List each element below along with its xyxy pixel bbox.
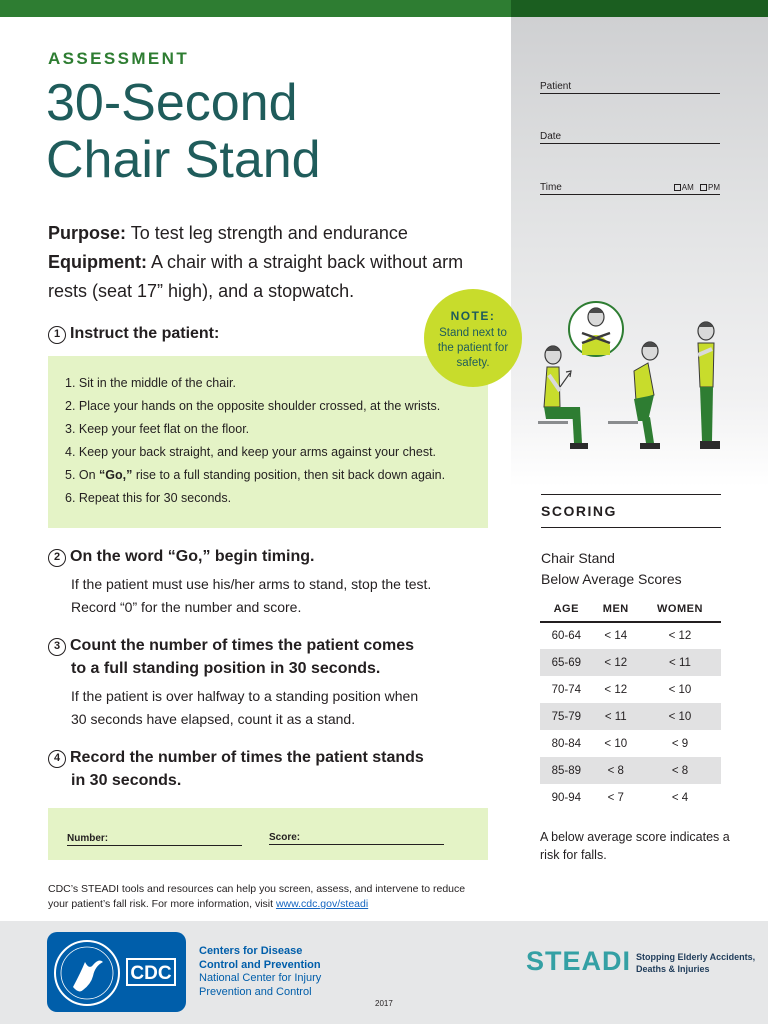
step-2-body-line-1: If the patient must use his/her arms to stand, stop the test. (71, 576, 432, 592)
women-cell: < 12 (668, 630, 692, 642)
score-label: Score: (269, 832, 301, 843)
cdc-name-line-4: Prevention and Control (199, 985, 312, 998)
top-bar-left (0, 0, 511, 17)
step-2-text: On the word “Go,” begin timing. (70, 548, 315, 565)
step-2-number: 2 (48, 549, 66, 567)
women-cell: < 10 (668, 683, 692, 696)
table-row (540, 784, 721, 811)
step-3-heading (48, 634, 414, 680)
age-cell: 70-74 (551, 683, 581, 696)
scoring-notch (511, 497, 522, 523)
number-field[interactable] (67, 833, 242, 846)
steadi-tagline-line-2: Deaths & Injuries (636, 964, 710, 974)
top-bar-right (511, 0, 768, 17)
men-cell: < 14 (604, 630, 628, 642)
table-row (540, 676, 721, 703)
men-cell: < 8 (593, 757, 639, 784)
instruction-item: 2. Place your hands on the opposite shoulder crossed, at the wrists. (65, 399, 441, 413)
seated-figure (538, 346, 588, 449)
purpose-label: Purpose: (48, 223, 127, 243)
table-row (540, 649, 721, 676)
instruction-item (65, 464, 445, 487)
steadi-tagline-line-1: Stopping Elderly Accidents, (636, 952, 756, 962)
patient-label: Patient (540, 81, 572, 92)
men-header: MEN (593, 597, 639, 622)
instruction-item: 3. Keep your feet flat on the floor. (65, 422, 250, 436)
step-4-number: 4 (48, 750, 66, 768)
score-field[interactable] (269, 832, 444, 845)
time-label: Time (540, 182, 562, 193)
men-cell: < 11 (593, 703, 639, 730)
women-cell: < 9 (671, 737, 689, 750)
page-title (46, 75, 321, 189)
women-cell: < 8 (639, 757, 721, 784)
year-label: 2017 (375, 999, 393, 1008)
title-line-1: 30-Second (46, 74, 298, 132)
chair-stand-illustration (530, 295, 760, 460)
age-cell: 80-84 (551, 737, 581, 750)
steadi-logo: STEADI (526, 946, 632, 976)
age-cell: 75-79 (540, 703, 593, 730)
table-row (540, 703, 721, 730)
arms-crossed-detail (569, 302, 623, 356)
women-cell: < 4 (671, 791, 689, 804)
age-cell: 90-94 (551, 791, 581, 804)
title-line-2: Chair Stand (46, 131, 321, 189)
men-cell: < 10 (604, 737, 628, 750)
table-header-row (540, 597, 721, 622)
step-1-text: Instruct the patient: (70, 325, 220, 342)
scoring-note: A below average score indicates a risk for falls. (540, 830, 730, 862)
step-2-body (71, 573, 431, 619)
cdc-logo (47, 932, 186, 1012)
time-field[interactable] (540, 182, 720, 195)
step-2-body-line-2: Record “0” for the number and score. (71, 599, 302, 615)
table-row (540, 622, 721, 649)
instruction-item-5-pre: 5. On (65, 468, 100, 482)
age-cell: 85-89 (540, 757, 593, 784)
date-label: Date (540, 131, 562, 142)
am-checkbox[interactable] (674, 184, 681, 191)
steadi-link[interactable]: www.cdc.gov/steadi (275, 898, 369, 910)
instruction-item: 4. Keep your back straight, and keep your arms against your chest. (65, 445, 437, 459)
arrow-icon (560, 373, 570, 387)
steadi-tagline (636, 951, 755, 975)
info-body: CDC’s STEADI tools and resources can help you screen, assess, and intervene to reduce your patient’s fall risk. For more information, visit (48, 883, 466, 910)
table-row (540, 730, 721, 757)
cdc-logo-text: CDC (130, 963, 172, 984)
step-3-body-line-2: 30 seconds have elapsed, count it as a stand. (71, 711, 356, 727)
cdc-badge (47, 932, 186, 1012)
instruction-item: 6. Repeat this for 30 seconds. (65, 491, 232, 505)
eyebrow-label: ASSESSMENT (48, 49, 190, 68)
scoring-title: SCORING (541, 494, 721, 528)
note-body: Stand next to the patient for safety. (437, 327, 509, 369)
instruction-item-5-bold: “Go,” (99, 468, 133, 482)
step-1-heading (48, 322, 219, 345)
number-label: Number: (67, 833, 109, 844)
step-4-text-line-2: in 30 seconds. (71, 772, 182, 789)
rising-figure (608, 342, 660, 449)
cdc-name (199, 945, 321, 999)
instructions-list (65, 372, 445, 510)
men-cell: < 12 (593, 649, 639, 676)
step-3-text-line-2: to a full standing position in 30 seconds. (71, 660, 381, 677)
step-2-heading (48, 545, 314, 568)
scoring-subtitle (541, 548, 682, 590)
note-title: NOTE: (450, 309, 496, 323)
pm-checkbox[interactable] (700, 184, 707, 191)
equipment-label: Equipment: (48, 252, 147, 272)
scoring-subtitle-line-1: Chair Stand (541, 550, 615, 566)
scoring-subtitle-line-2: Below Average Scores (541, 571, 682, 587)
am-label: AM (681, 183, 694, 192)
pm-label: PM (708, 183, 720, 192)
purpose-block (48, 219, 488, 306)
purpose-text: To test leg strength and endurance (130, 223, 408, 243)
table-row (540, 757, 721, 784)
cdc-name-line-3: National Center for Injury (199, 972, 322, 984)
women-cell: < 10 (639, 703, 721, 730)
cdc-name-line-1: Centers for Disease (199, 945, 303, 957)
women-cell: < 11 (639, 649, 721, 676)
age-cell: 60-64 (551, 630, 581, 642)
info-text (48, 882, 488, 912)
step-3-number: 3 (48, 638, 66, 656)
men-cell: < 12 (604, 683, 628, 696)
age-cell: 65-69 (540, 649, 593, 676)
age-header: AGE (540, 597, 593, 622)
scoring-table (540, 597, 721, 811)
note-circle (424, 289, 522, 387)
step-4-heading (48, 746, 424, 792)
step-3-text-line-1: Count the number of times the patient comes (70, 637, 415, 654)
step-3-body-line-1: If the patient is over halfway to a standing position when (71, 688, 419, 704)
cdc-name-line-2: Control and Prevention (199, 958, 321, 971)
men-cell: < 7 (607, 791, 624, 804)
step-3-body (71, 685, 418, 731)
step-1-number: 1 (48, 326, 66, 344)
instruction-item-5-post: rise to a full standing position, then sit back down again. (132, 468, 446, 482)
patient-field[interactable] (540, 81, 720, 94)
date-field[interactable] (540, 131, 720, 144)
step-4-text-line-1: Record the number of times the patient stands (70, 749, 424, 766)
women-header: WOMEN (639, 597, 721, 622)
equipment-text: A chair with a straight back without arm rests (seat 17” high), and a stopwatch. (48, 252, 464, 301)
standing-figure (698, 322, 720, 449)
instruction-item: 1. Sit in the middle of the chair. (65, 376, 236, 390)
eagle-icon (73, 961, 103, 992)
